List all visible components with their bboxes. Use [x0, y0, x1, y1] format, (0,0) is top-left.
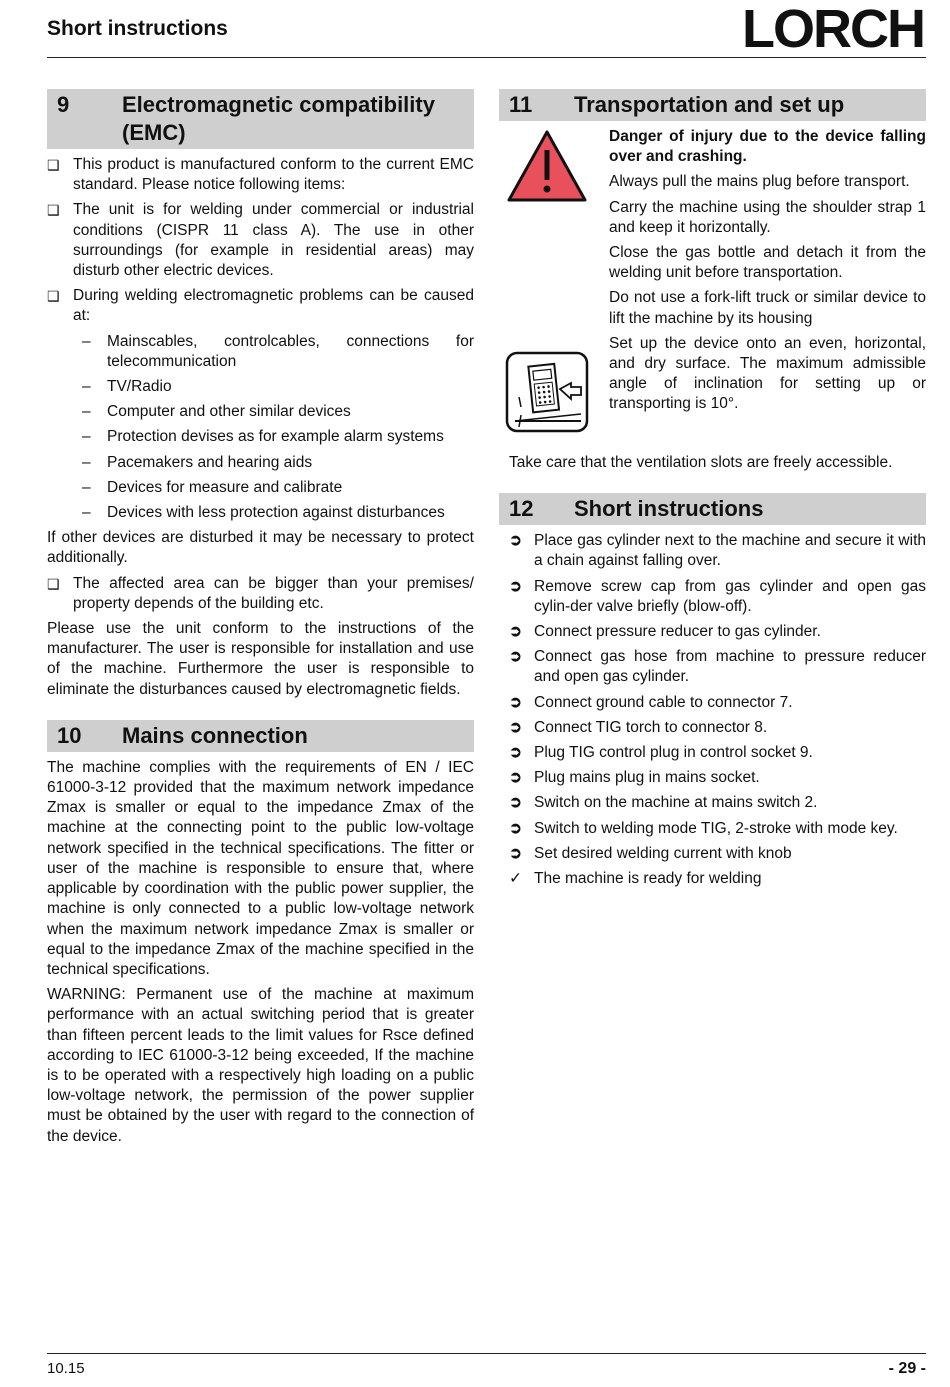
paragraph: WARNING: Permanent use of the machine at maximum performance with an actual switching period that is greater than fifteen percent leads to the limit values for Rsce defined according to IEC 61000-3-12 being exceeded, If the machine is to be operated with a respectively high loading on a public low-voltage network, the permission of the power supplier must be obtained by the user with regard to the connection of the device.	[47, 986, 474, 1145]
paragraph: Please use the unit conform to the instructions of the manufacturer. The user is responsible for installation and use of the machine. Furthermore the user is responsible to eliminate the disturbances caused by electromagnetic fields.	[47, 620, 474, 698]
list-item: ❑ This product is manufactured conform to the current EMC standard. Please notice following items:	[47, 155, 474, 195]
arrow-right-icon: ➲	[509, 794, 522, 812]
tilt-angle-icon	[505, 351, 589, 433]
section-title: Transportation and set up	[574, 92, 845, 117]
warning-triangle-icon	[505, 128, 589, 204]
checkbox-icon: ❑	[47, 288, 60, 305]
sub-list-item: – Mainscables, controlcables, connections for telecommunication	[82, 332, 474, 370]
arrow-right-icon: ➲	[509, 819, 522, 837]
step-item: ➲ Plug mains plug in mains socket.	[509, 768, 926, 788]
arrow-right-icon: ➲	[509, 693, 522, 711]
transport-icons	[499, 127, 609, 433]
transport-text	[609, 127, 926, 433]
header-divider	[47, 57, 926, 58]
paragraph: Set up the device onto an even, horizontal, and dry surface. The maximum admissible angle of inclination for setting up or transporting is 10°.	[609, 334, 926, 413]
section-11-heading	[499, 89, 926, 121]
list-item: ❑ The affected area can be bigger than your premises/ property depends of the building etc.	[47, 574, 474, 614]
arrow-right-icon: ➲	[509, 648, 522, 666]
step-item: ➲ Switch on the machine at mains switch 2.	[509, 793, 926, 813]
left-column	[47, 89, 474, 1152]
paragraph: The machine complies with the requirements of EN / IEC 61000-3-12 provided that the maximum network impedance Zmax is smaller or equal to the impedance Zmax of the machine at the connecting point to the public low-voltage network specified in the technical specifications. The fitter or user of the machine is responsible to ensure that, where applicable by coordination with the public power supplier, the machine is only connected to a public low-voltage network when the maximum network impedance Zmax is smaller or equal to the impedance Zmax of the machine specified in the technical specifications.	[47, 758, 474, 978]
step-item: ➲ Remove screw cap from gas cylinder and open gas cylin-der valve briefly (blow-off).	[509, 577, 926, 617]
list-item: ❑ During welding electromagnetic problems can be caused at:	[47, 286, 474, 326]
sub-list-item: – Protection devises as for example alarm systems	[82, 428, 444, 446]
page-number: - 29 -	[888, 1360, 926, 1377]
step-item: ➲ Switch to welding mode TIG, 2-stroke with mode key.	[509, 819, 926, 839]
arrow-right-icon: ➲	[509, 769, 522, 787]
paragraph: If other devices are disturbed it may be necessary to protect additionally.	[47, 529, 474, 567]
transport-block	[499, 127, 926, 433]
right-column	[499, 89, 926, 894]
step-item: ➲ Place gas cylinder next to the machine and secure it with a chain against falling over.	[509, 531, 926, 571]
step-item: ➲ Connect TIG torch to connector 8.	[509, 718, 926, 738]
section-number: 12	[509, 496, 534, 522]
checkbox-icon: ❑	[47, 202, 60, 219]
paragraph: Close the gas bottle and detach it from the welding unit before transportation.	[609, 244, 926, 282]
arrow-right-icon: ➲	[509, 744, 522, 762]
step-item: ➲ Connect gas hose from machine to pressure reducer and open gas cylinder.	[509, 647, 926, 687]
paragraph: Carry the machine using the shoulder strap 1 and keep it horizontally.	[609, 198, 926, 236]
sub-list-item: – Pacemakers and hearing aids	[82, 453, 313, 471]
section-number: 10	[57, 722, 82, 748]
sub-list-item: – TV/Radio	[82, 378, 172, 396]
brand-logo: LORCH	[742, 0, 924, 59]
section-title: Electromagnetic compatibility (EMC)	[122, 92, 435, 145]
arrow-right-icon: ➲	[509, 577, 522, 595]
section-9-heading	[47, 89, 474, 149]
step-item: ➲ Set desired welding current with knob	[509, 844, 926, 864]
footer-divider	[47, 1353, 926, 1354]
sub-list-item: – Devices with less protection against disturbances	[82, 504, 445, 522]
section-12-heading	[499, 493, 926, 525]
section-title: Mains connection	[122, 722, 308, 748]
paragraph: Take care that the ventilation slots are freely accessible.	[509, 454, 893, 471]
footer-date: 10.15	[47, 1360, 85, 1377]
sub-list-item: – Computer and other similar devices	[82, 403, 351, 421]
header-title: Short instructions	[47, 17, 228, 40]
checkbox-icon: ❑	[47, 157, 60, 173]
arrow-right-icon: ➲	[509, 532, 522, 550]
section-number: 11	[509, 92, 533, 117]
section-title: Short instructions	[574, 496, 764, 522]
section-number: 9	[57, 92, 70, 117]
section-10-heading	[47, 720, 474, 752]
step-item: ➲ Connect ground cable to connector 7.	[509, 693, 926, 713]
arrow-right-icon: ➲	[509, 718, 522, 736]
danger-heading: Danger of injury due to the device falling over and crashing.	[609, 128, 926, 166]
list-item: ❑ The unit is for welding under commercial or industrial conditions (CISPR 11 class A). The use in other surroundings (for example in residential areas) may disturb other electric devices.	[47, 200, 474, 281]
arrow-right-icon: ➲	[509, 844, 522, 862]
step-result: ✓ The machine is ready for welding	[509, 869, 926, 889]
sub-list-item: – Devices for measure and calibrate	[82, 478, 343, 496]
arrow-right-icon: ➲	[509, 623, 522, 641]
checkbox-icon: ❑	[47, 575, 60, 592]
paragraph: Always pull the mains plug before transport.	[609, 173, 910, 191]
step-item: ➲ Connect pressure reducer to gas cylinder.	[509, 622, 926, 642]
paragraph: Do not use a fork-lift truck or similar device to lift the machine by its housing	[609, 289, 926, 327]
check-icon: ✓	[509, 870, 522, 888]
step-item: ➲ Plug TIG control plug in control socket 9.	[509, 743, 926, 763]
